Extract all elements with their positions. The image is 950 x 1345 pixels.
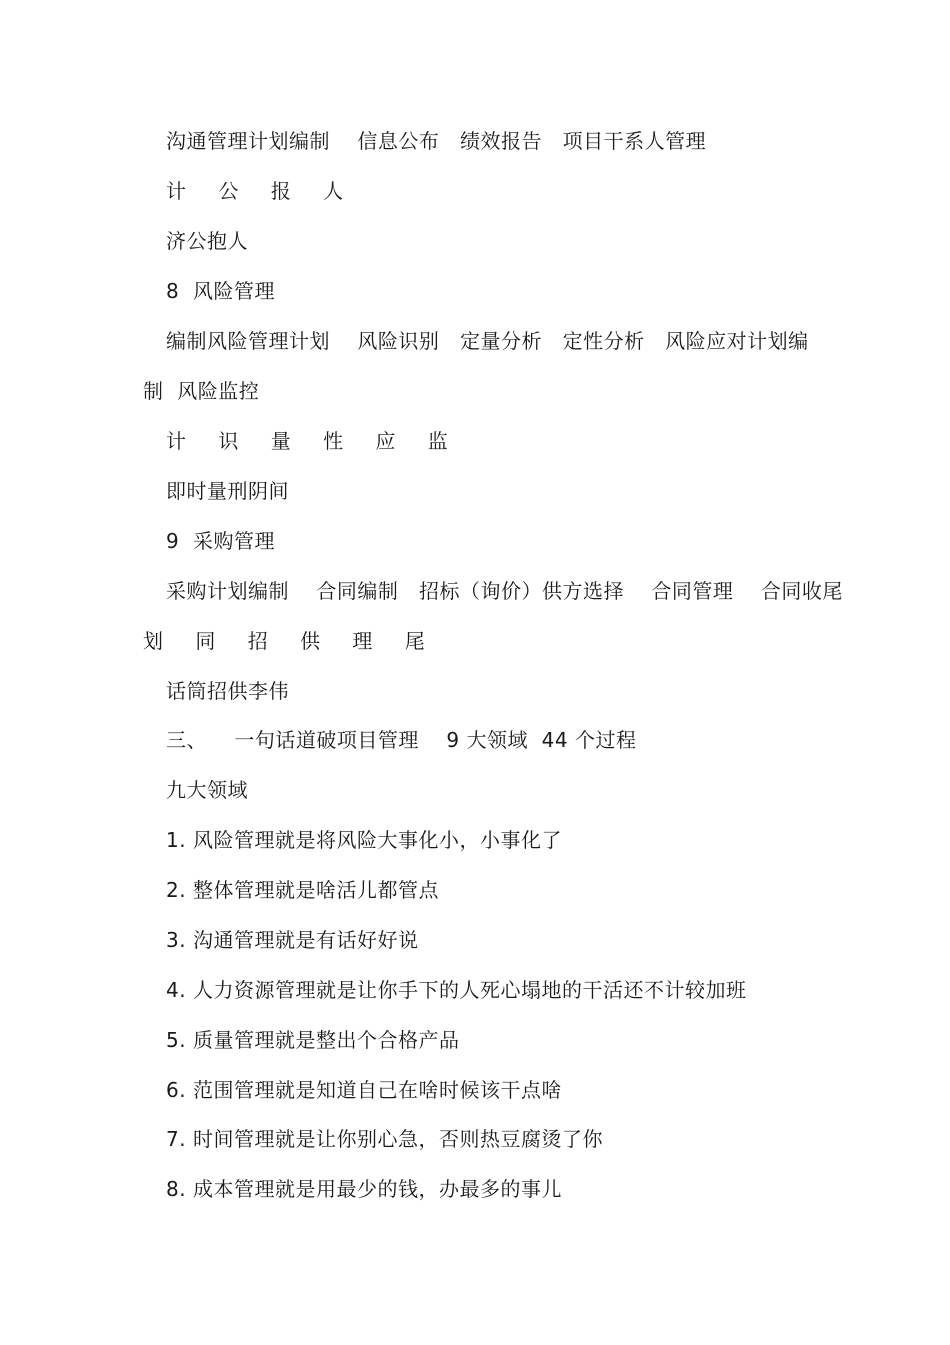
list-item: 5. 质量管理就是整出个合格产品 [166, 1028, 460, 1052]
text-line: 济公抱人 [166, 229, 248, 253]
list-item: 8. 成本管理就是用最少的钱，办最多的事儿 [166, 1177, 562, 1201]
section-heading: 8 风险管理 [166, 279, 275, 303]
list-item: 4. 人力资源管理就是让你手下的人死心塌地的干活还不计较加班 [166, 978, 747, 1002]
text-line: 编制风险管理计划 风险识别 定量分析 定性分析 风险应对计划编 [166, 329, 809, 353]
section-heading: 9 采购管理 [166, 529, 275, 553]
text-line: 制 风险监控 [143, 379, 260, 403]
section-heading: 三、 一句话道破项目管理 9 大领域 44 个过程 [166, 728, 637, 752]
text-line: 计 公 报 人 [166, 179, 357, 203]
text-line: 话筒招供李伟 [166, 679, 289, 703]
text-line: 划 同 招 供 理 尾 [143, 629, 438, 653]
list-item: 3. 沟通管理就是有话好好说 [166, 928, 419, 952]
list-item: 1. 风险管理就是将风险大事化小，小事化了 [166, 828, 562, 852]
subsection-heading: 九大领域 [166, 778, 248, 802]
text-line: 即时量刑阴间 [166, 479, 289, 503]
text-line: 计 识 量 性 应 监 [166, 429, 461, 453]
list-item: 2. 整体管理就是啥活儿都管点 [166, 878, 439, 902]
text-line: 采购计划编制 合同编制 招标（询价）供方选择 合同管理 合同收尾 [166, 579, 843, 603]
text-line: 沟通管理计划编制 信息公布 绩效报告 项目干系人管理 [166, 129, 707, 153]
list-item: 6. 范围管理就是知道自己在啥时候该干点啥 [166, 1078, 562, 1102]
list-item: 7. 时间管理就是让你别心急，否则热豆腐烫了你 [166, 1127, 603, 1151]
